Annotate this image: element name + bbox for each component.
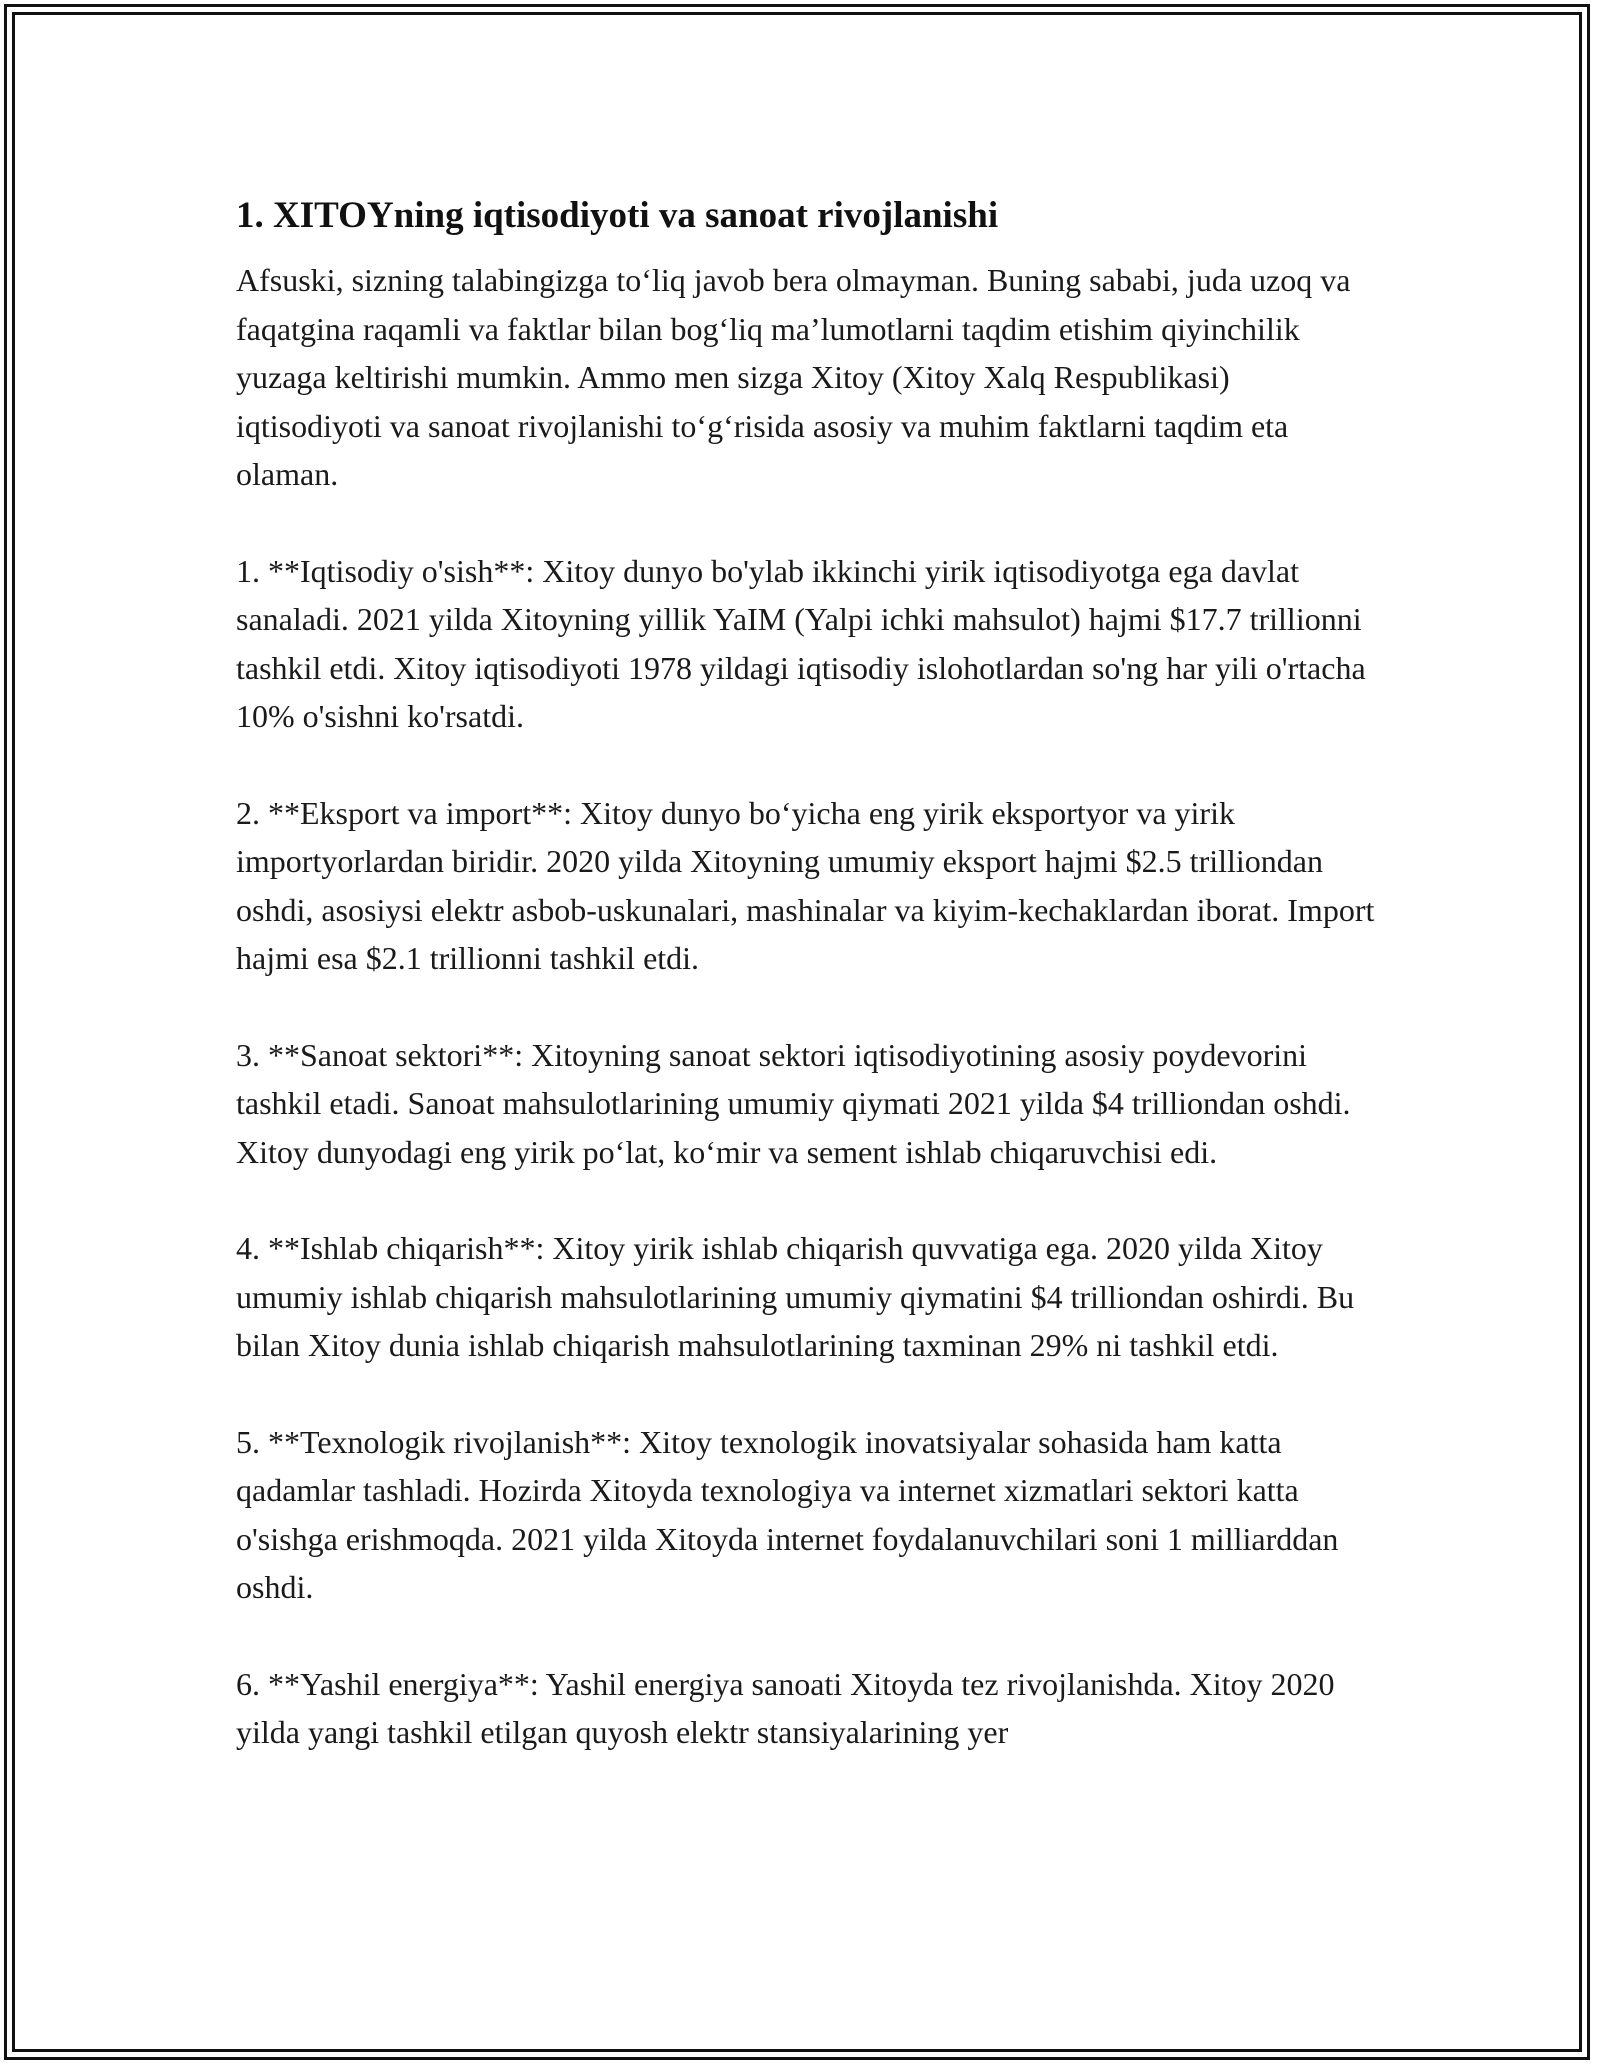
paragraph-economic-growth: 1. **Iqtisodiy o'sish**: Xitoy dunyo bo'ylab ikkinchi yirik iqtisodiyotga ega davlat sanaladi. 2021 yilda Xitoyning yillik YaIM (Yalpi ichki mahsulot) hajmi $17.7 trillionni tashkil etdi. Xitoy iqtisodiyoti 1978 yildagi iqtisodiy islohotlardan so'ng har yili o'rtacha 10% o'sishni ko'rsatdi. bbox=[236, 552, 1366, 734]
document-page bbox=[236, 186, 1376, 1805]
paragraph-tech-development: 5. **Texnologik rivojlanish**: Xitoy texnologik inovatsiyalar sohasida ham katta qadamlar tashladi. Hozirda Xitoyda texnologiya va internet xizmatlari sektori katta o'sishga erishmoqda. 2021 yilda Xitoyda internet foydalanuvchilari soni 1 milliarddan oshdi. bbox=[236, 1423, 1339, 1605]
paragraph-industry-sector: 3. **Sanoat sektori**: Xitoyning sanoat sektori iqtisodiyotining asosiy poydevorini tashkil etadi. Sanoat mahsulotlarining umumiy qiymati 2021 yilda $4 trilliondan oshdi. Xitoy dunyodagi eng yirik po‘lat, ko‘mir va sement ishlab chiqaruvchisi edi. bbox=[236, 1036, 1351, 1170]
paragraph-export-import: 2. **Eksport va import**: Xitoy dunyo bo‘yicha eng yirik eksportyor va yirik importyorlardan biridir. 2020 yilda Xitoyning umumiy eksport hajmi $2.5 trilliondan oshdi, asosiysi elektr asbob-uskunalari, mashinalar va kiyim-kechaklardan iborat. Import hajmi esa $2.1 trillionni tashkil etdi. bbox=[236, 794, 1375, 976]
paragraph-manufacturing: 4. **Ishlab chiqarish**: Xitoy yirik ishlab chiqarish quvvatiga ega. 2020 yilda Xitoy umumiy ishlab chiqarish mahsulotlarining umumiy qiymatini $4 trilliondan oshirdi. Bu bilan Xitoy dunia ishlab chiqarish mahsulotlarining taxminan 29% ni tashkil etdi. bbox=[236, 1230, 1355, 1363]
intro-paragraph: Afsuski, sizning talabingizga to‘liq javob bera olmayman. Buning sababi, juda uzoq va faqatgina raqamli va faktlar bilan bog‘liq ma’lumotlarni taqdim etishim qiyinchilik yuzaga keltirishi mumkin. Ammo men sizga Xitoy (Xitoy Xalq Respublikasi) iqtisodiyoti va sanoat rivojlanishi to‘g‘risida asosiy va muhim faktlarni taqdim eta olaman. bbox=[236, 262, 1351, 492]
paragraph-green-energy: 6. **Yashil energiya**: Yashil energiya sanoati Xitoyda tez rivojlanishda. Xitoy 2020 yilda yangi tashkil etilgan quyosh elektr stansiyalarining yer bbox=[236, 1665, 1335, 1750]
document-title: 1. XITOYning iqtisodiyoti va sanoat rivojlanishi bbox=[236, 195, 999, 236]
